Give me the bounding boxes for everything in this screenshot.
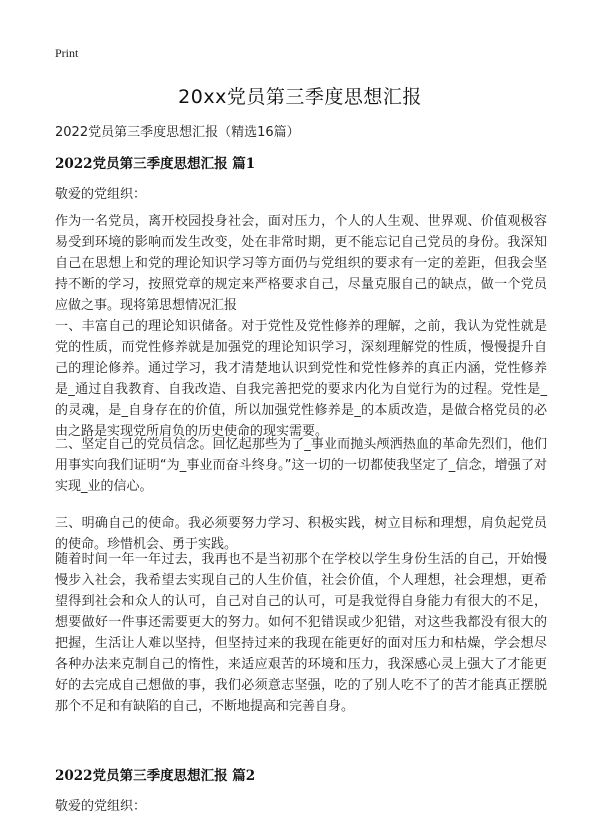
section-2-heading: 2022党员第三季度思想汇报 篇2: [55, 768, 256, 784]
print-link[interactable]: Print: [55, 46, 79, 60]
section-1-paragraph-2: 一、丰富自己的理论知识储备。对于党性及党性修养的理解，之前，我认为党性就是党的性质，而党性修养就是加强党的理论知识学习，深刻理解党的性质，慢慢提升自己的理论修养。通过学习，我才清楚地认识到党性和党性修养的真正内涵，党性修养是_通过自我教育、自我改造、自我完善把党的要求内化为自觉行为的过程。党性是_的灵魂，是_自身存在的价值，所以加强党性修养是_的本质改造，是做合格党员的必由之路是实现党所肩负的历史使命的现实需要。: [55, 319, 547, 439]
section-1-salutation: 敬爱的党组织：: [55, 187, 147, 202]
section-1-paragraph-1: 作为一名党员，离开校园投身社会，面对压力，个人的人生观、世界观、价值观极容易受到环境的影响而发生改变，处在非常时期，更不能忘记自己党员的身份。我深知自己在思想上和党的理论知识学习等方面仍与党组织的要求有一定的差距，但我会坚持不断的学习，按照党章的规定来严格要求自己，尽量克服自己的缺点，做一个党员应做之事。现将第思想情况汇报: [55, 214, 547, 313]
section-1-heading: 2022党员第三季度思想汇报 篇1: [55, 156, 256, 172]
section-2-salutation: 敬爱的党组织：: [55, 799, 147, 814]
section-1-paragraph-5: 随着时间一年一年过去，我再也不是当初那个在学校以学生身份生活的自己，开始慢慢步入社会，我希望去实现自己的人生价值，社会价值，个人理想，社会理想，更希望得到社会和众人的认可，自己对自己的认可，可是我觉得自身能力有很大的不足，想要做好一件事还需要更大的努力。如何不犯错误或少犯错，对这些我都没有很大的把握，生活让人难以坚持，但坚持过来的我现在能更好的面对压力和枯燥，学会想尽各种办法来克制自己的惰性，来适应艰苦的环境和压力，我深感心灵上强大了才能更好的去完成自己想做的事，我们必须意志坚强，吃的了别人吃不了的苦才能真正摆脱那个不足和有缺陷的自己，不断地提高和完善自身。: [55, 552, 547, 714]
document-subtitle: 2022党员第三季度思想汇报（精选16篇）: [55, 125, 300, 140]
section-1-paragraph-4: 三、明确自己的使命。我必须要努力学习、积极实践，树立目标和理想，肩负起党员的使命。珍惜机会、勇于实践。: [55, 516, 547, 552]
section-1-paragraph-3: 二、坚定自己的党员信念。回忆起那些为了_事业而抛头颅洒热血的革命先烈们，他们用事实向我们证明“为_事业而奋斗终身。”这一切的一切都使我坚定了_信念，增强了对实现_业的信心。: [55, 437, 547, 494]
document-title: 20xx党员第三季度思想汇报: [178, 86, 422, 108]
